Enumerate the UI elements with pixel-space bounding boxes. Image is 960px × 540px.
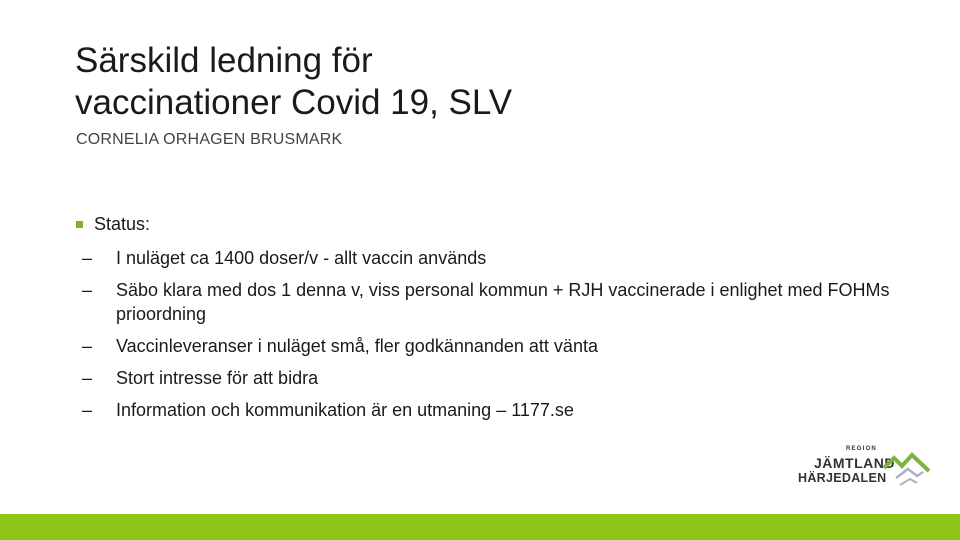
title-line-1: Särskild ledning för: [75, 41, 373, 80]
slide-title: [75, 40, 775, 124]
list-item-text: Stort intresse för att bidra: [116, 368, 319, 388]
dash-bullet: –: [82, 400, 93, 420]
list-item: [76, 246, 896, 270]
list-item: [76, 278, 896, 326]
list-item-text: I nuläget ca 1400 doser/v - allt vaccin används: [116, 248, 487, 268]
section-heading: [76, 212, 896, 236]
list-item-text: Information och kommunikation är en utmaning – 1177.se: [116, 400, 574, 420]
title-line-2: vaccinationer Covid 19, SLV: [75, 83, 513, 122]
logo-line-2: HÄRJEDALEN: [798, 471, 887, 485]
square-bullet-icon: [76, 221, 83, 228]
list-item: [76, 334, 896, 358]
bullet-list: [76, 246, 896, 422]
region-logo: [795, 446, 935, 496]
list-item-text: Säbo klara med dos 1 denna v, viss personal kommun + RJH vaccinerade i enlighet med FOHMs prioordning: [116, 280, 890, 324]
slide-subtitle: CORNELIA ORHAGEN BRUSMARK: [76, 131, 343, 148]
logo-region-text: REGION: [846, 446, 877, 452]
slide-body: [76, 212, 896, 430]
bottom-accent-bar: [0, 514, 960, 540]
mountains-icon: [883, 452, 931, 492]
dash-bullet: –: [82, 336, 93, 356]
dash-bullet: –: [82, 368, 93, 388]
logo-line-1: JÄMTLAND: [814, 455, 895, 471]
list-item: [76, 366, 896, 390]
section-heading-text: Status:: [94, 213, 151, 234]
list-item: [76, 398, 896, 422]
dash-bullet: –: [82, 280, 93, 300]
dash-bullet: –: [82, 248, 93, 268]
list-item-text: Vaccinleveranser i nuläget små, fler godkännanden att vänta: [116, 336, 598, 356]
